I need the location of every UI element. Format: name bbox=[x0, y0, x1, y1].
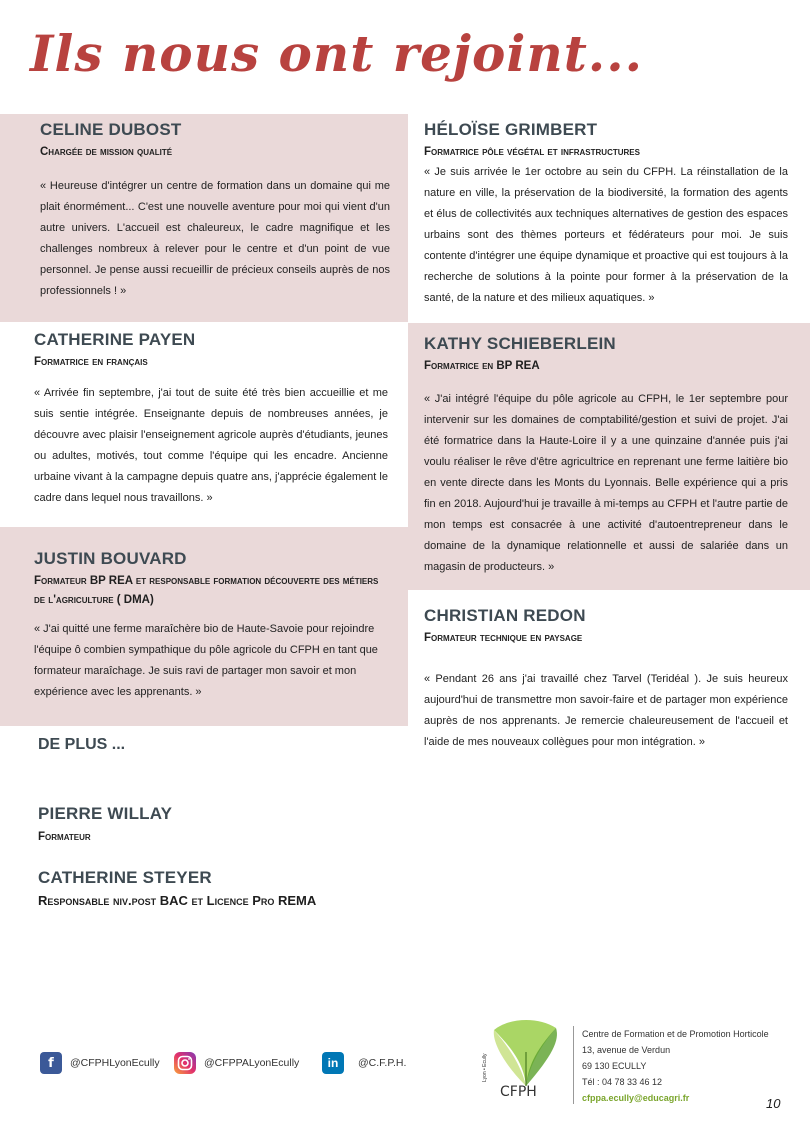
profile-card-christian-redon bbox=[408, 596, 810, 756]
profile-card-heloise-grimbert bbox=[408, 114, 810, 322]
email-link[interactable]: cfppa.ecully@educagri.fr bbox=[582, 1093, 690, 1103]
profile-role: Formateur BP REA et responsable formation découverte des métiers de l'agriculture ( DMA) bbox=[34, 575, 379, 606]
facebook-link[interactable] bbox=[40, 1052, 160, 1074]
more-item-name: CATHERINE STEYER bbox=[38, 868, 212, 887]
profile-name: CHRISTIAN REDON bbox=[424, 606, 586, 625]
more-item bbox=[38, 804, 172, 846]
more-item-role: Responsable niv.post BAC et Licence Pro REMA bbox=[38, 893, 317, 908]
profile-name: HÉLOÏSE GRIMBERT bbox=[424, 120, 598, 139]
instagram-icon bbox=[174, 1052, 196, 1074]
logo-subtext: Lyon • Ecully bbox=[482, 1053, 488, 1082]
linkedin-handle: @C.F.P.H. bbox=[358, 1057, 407, 1069]
address-line: Centre de Formation et de Promotion Horticole bbox=[582, 1029, 769, 1039]
profile-role: Formatrice pôle végétal et infrastructures bbox=[424, 146, 640, 158]
profile-role: Formateur technique en paysage bbox=[424, 632, 583, 644]
profile-name: KATHY SCHIEBERLEIN bbox=[424, 334, 616, 353]
profile-card-celine-dubost bbox=[0, 114, 408, 322]
more-item bbox=[38, 868, 316, 910]
address-line: Tél : 04 78 33 46 12 bbox=[582, 1077, 663, 1087]
profile-role: Formatrice en français bbox=[34, 356, 148, 368]
profile-quote: « Je suis arrivée le 1er octobre au sein du CFPH. La réinstallation de la nature en ville, la préservation de la biodiversité, la formation des agents et élus de collectivités aux techniques alternatives de gestion des espaces urbains sont des thèmes porteurs et fédérateurs pour moi. Je suis contente d'intégrer une équipe dynamique et proactive qui est toujours à la recherche de solutions à la pointe pour former à la préservation de la santé, de la nature et des milieux aquatiques. » bbox=[424, 166, 788, 304]
more-heading: DE PLUS ... bbox=[38, 736, 126, 753]
cfph-logo bbox=[482, 1012, 566, 1104]
profile-role: Chargée de mission qualité bbox=[40, 146, 173, 158]
more-item-role: Formateur bbox=[38, 831, 91, 843]
profile-quote: « Pendant 26 ans j'ai travaillé chez Tarvel (Teridéal ). Je suis heureux aujourd'hui de transmettre mon savoir-faire et de partager mon expérience auprès de nos apprenants. Je remercie chaleureusement de l'accueil et l'aide de mes nouveaux collègues pour mon intégration. » bbox=[424, 673, 788, 748]
page-title: Ils nous ont rejoint... bbox=[30, 24, 644, 83]
instagram-link[interactable] bbox=[174, 1052, 299, 1074]
facebook-icon: f bbox=[40, 1052, 62, 1074]
profile-quote: « Heureuse d'intégrer un centre de formation dans un domaine qui me plait énormément... C'est une nouvelle aventure pour moi qui vient d'un autre univers. L'accueil est chaleureux, le cadre magnifique et les challenges nombreux à relever pour le centre et d'un point de vue personnel. Je pense aussi recueillir de précieux conseils auprès de nos professionnels ! » bbox=[40, 180, 390, 297]
profile-name: JUSTIN BOUVARD bbox=[34, 549, 187, 568]
address-line: 13, avenue de Verdun bbox=[582, 1045, 671, 1055]
profile-role: Formatrice en BP REA bbox=[424, 360, 540, 372]
profile-name: CATHERINE PAYEN bbox=[34, 330, 196, 349]
profile-card-kathy-schieberlein bbox=[408, 323, 810, 590]
linkedin-icon: in bbox=[322, 1052, 344, 1074]
facebook-handle: @CFPHLyonEcully bbox=[70, 1057, 160, 1069]
profile-card-justin-bouvard bbox=[0, 527, 408, 726]
profile-name: CELINE DUBOST bbox=[40, 120, 182, 139]
linkedin-link[interactable] bbox=[322, 1052, 406, 1074]
footer-divider bbox=[573, 1026, 574, 1104]
address-block bbox=[582, 1026, 769, 1106]
instagram-handle: @CFPPALyonEcully bbox=[204, 1057, 300, 1069]
profile-quote: « J'ai intégré l'équipe du pôle agricole au CFPH, le 1er septembre pour intervenir sur les domaines de comptabilité/gestion et suivi de projet. J'ai été formatrice dans la Haute-Loire il y a une quinzaine d'année puis j'ai voulu réaliser le rêve d'être agricultrice en reprenant une ferme laitière bio en vente directe dans les Monts du Lyonnais. Belle expérience qui a pris fin en 2018. Aujourd'hui je travaille à mi-temps au CFPH et l'autre partie de mon temps est consacrée à une activité d'autoentrepreneur dans le domaine de la dynamique relationnelle et aussi de salariée dans un magasin de producteurs. » bbox=[424, 393, 788, 573]
page-number: 10 bbox=[766, 1096, 781, 1111]
address-line: 69 130 ECULLY bbox=[582, 1061, 647, 1071]
profile-card-catherine-payen bbox=[0, 330, 408, 526]
profile-quote: « Arrivée fin septembre, j'ai tout de suite été très bien accueillie et me suis sentie intégrée. Enseignante depuis de nombreuses années, je découvre avec plaisir l'enseignement agricole auprès d'étudiants, jeunes ou adultes, motivés, tout comme l'équipe qui les encadre. Ancienne urbaine vivant à la campagne depuis quatre ans, j'apprécie également le cadre dans lequel nous travaillons. » bbox=[34, 387, 388, 504]
more-item-name: PIERRE WILLAY bbox=[38, 804, 173, 823]
profile-quote: « J'ai quitté une ferme maraîchère bio de Haute-Savoie pour rejoindre l'équipe ô combien sympathique du pôle agricole du CFPH en tant que formateur maraîchage. Je suis ravi de partager mon savoir et mon expérience avec les apprenants. » bbox=[34, 623, 378, 698]
ginkgo-leaf-icon bbox=[486, 1012, 566, 1090]
logo-text: CFPH bbox=[500, 1084, 537, 1100]
